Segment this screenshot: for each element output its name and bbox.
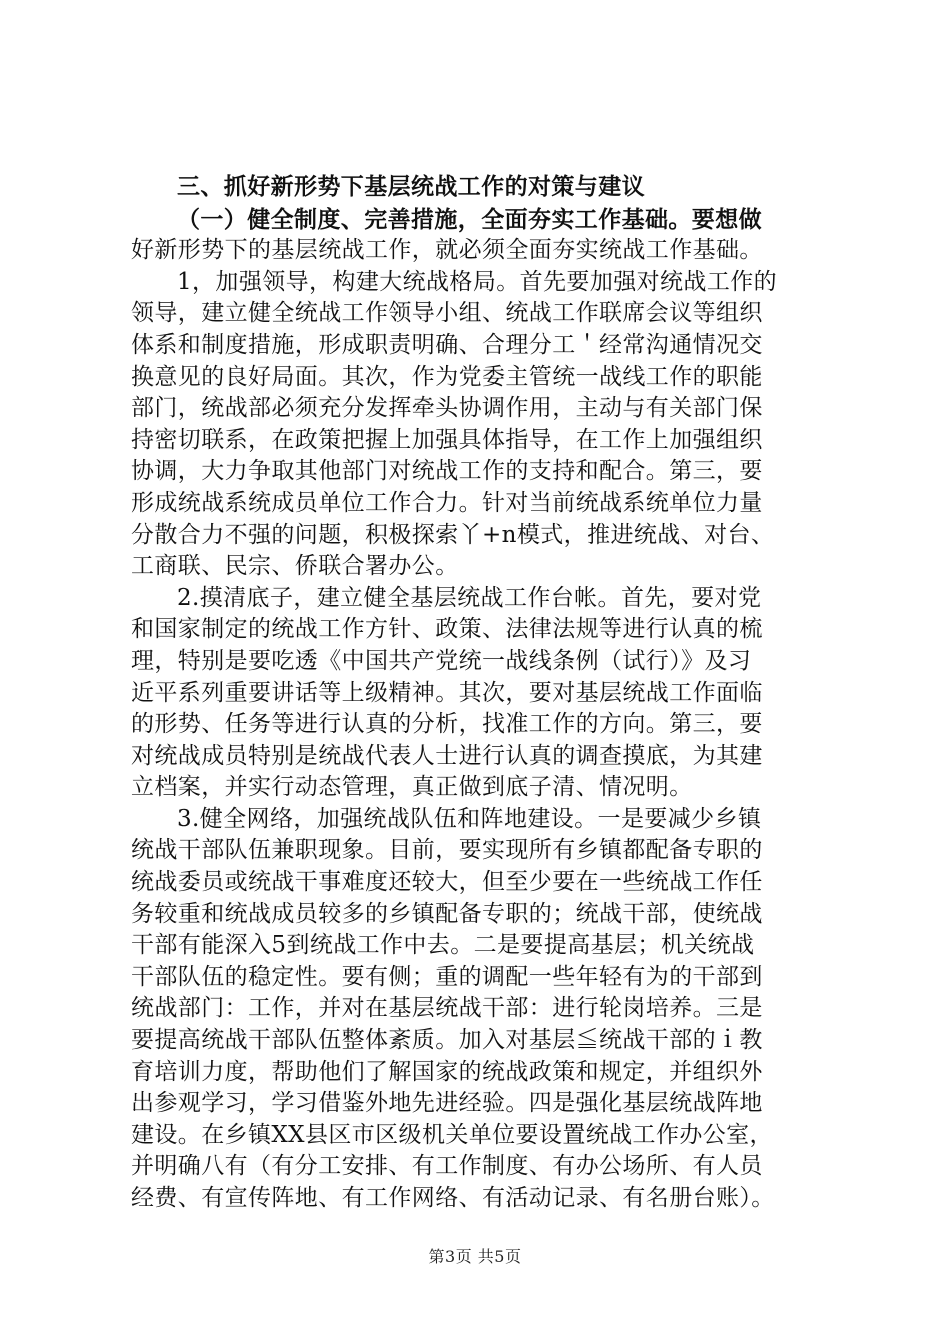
body-line: 和国家制定的统战工作方针、政策、法律法规等进行认真的梳 — [131, 616, 763, 643]
body-line: 工商联、民宗、侨联合署办公。 — [131, 553, 459, 580]
body-line: 经费、有宣传阵地、有工作网络、有活动记录、有名册台账）。 — [131, 1185, 775, 1211]
body-line: 统战委员或统战干事难度还较大，但至少要在一些统战工作任 — [131, 869, 763, 896]
body-line: 持密切联系，在政策把握上加强具体指导，在工作上加强组织 — [131, 426, 763, 453]
body-line: 对统战成员特别是统战代表人士进行认真的调查摸底，为其建 — [131, 742, 763, 769]
body-line: 要提高统战干部队伍整体紊质。加入对基层≦统战干部的ｉ教 — [131, 1027, 763, 1054]
paragraph-2-start: 2.摸清底子，建立健全基层统战工作台帐。首先，要对党 — [177, 584, 762, 611]
section-heading: 三、抓好新形势下基层统战工作的对策与建议 — [177, 174, 645, 200]
body-line: 好新形势下的基层统战工作，就必须全面夯实统战工作基础。 — [131, 237, 763, 264]
body-line: 出参观学习，学习借鉴外地先进经验。四是强化基层统战阵地 — [131, 1090, 763, 1117]
document-body — [131, 172, 835, 1215]
body-line: 干部队伍的稳定性。要有侧；重的调配一些年轻有为的干部到 — [131, 963, 763, 990]
body-line: 体系和制度措施，形成职责明确、合理分工＇经常沟通情况交 — [131, 331, 763, 358]
body-line: 育培训力度，帮助他们了解国家的统战政策和规定，并组织外 — [131, 1058, 763, 1085]
body-line: 分散合力不强的问题，积极探索丫+n模式，推进统战、对台、 — [131, 521, 775, 548]
body-line: 形成统战系统成员单位工作合力。针对当前统战系统单位力量 — [131, 489, 763, 516]
paragraph-1-start: 1，加强领导，构建大统战格局。首先要加强对统战工作的 — [177, 268, 778, 295]
body-line: 理，特别是要吃透《中国共产党统一战线条例（试行）》及习 — [131, 647, 752, 674]
page-footer: 第3页 共5页 — [428, 1247, 522, 1266]
body-line: 领导，建立健全统战工作领导小组、统战工作联席会议等组织 — [131, 300, 763, 327]
body-line: 近平系列重要讲话等上级精神。其次，要对基层统战工作面临 — [131, 679, 763, 706]
body-line: 的形势、任务等进行认真的分析，找准工作的方向。第三，要 — [131, 711, 763, 738]
body-line: 务较重和统战成员较多的乡镇配备专职的；统战干部，使统战 — [131, 900, 763, 927]
subsection-heading-line: （一）健全制度、完善措施，全面夯实工作基础。要想做 — [177, 205, 762, 233]
body-line: 立档案，并实行动态管理，真正做到底子清、情况明。 — [131, 774, 693, 801]
body-line: 协调，大力争取其他部门对统战工作的支持和配合。第三，要 — [131, 458, 763, 485]
body-line: 干部有能深入5到统战工作中去。二是要提高基层；机关统战 — [131, 932, 755, 959]
body-line: 建设。在乡镇XX县区市区级机关单位要设置统战工作办公室， — [131, 1121, 773, 1148]
paragraph-3-start: 3.健全网络，加强统战队伍和阵地建设。一是要减少乡镇 — [177, 805, 762, 832]
body-line: 并明确八有（有分工安排、有工作制度、有办公场所、有人员 — [131, 1153, 763, 1180]
body-line: 部门，统战部必须充分发挥牵头协调作用，主动与有关部门保 — [131, 395, 763, 422]
body-line: 统战干部队伍兼职现象。目前，要实现所有乡镇都配备专职的 — [131, 837, 763, 864]
body-line: 统战部门：工作，并对在基层统战干部：进行轮岗培养。三是 — [131, 995, 763, 1022]
body-line: 换意见的良好局面。其次，作为党委主管统一战线工作的职能 — [131, 363, 763, 390]
